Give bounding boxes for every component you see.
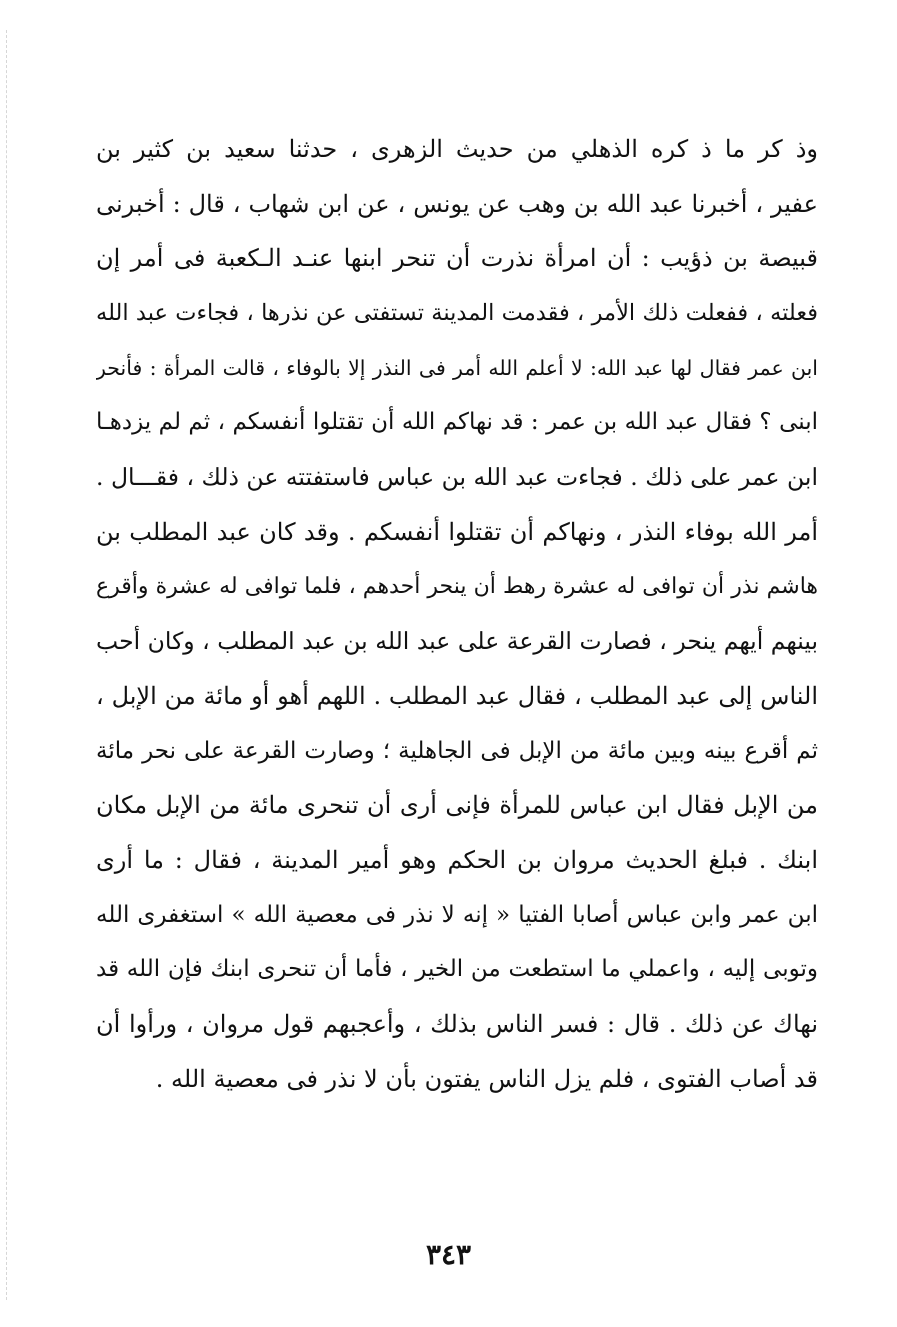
text-line: قبيصة بن ذؤيب : أن امرأة نذرت أن تنحر ابنها عنـد الـكعبة فى أمر إن [96, 244, 818, 273]
text-line: فعلته ، ففعلت ذلك الأمر ، فقدمت المدينة تستفتى عن نذرها ، فجاءت عبد الله [96, 300, 818, 327]
text-line: عفير ، أخبرنا عبد الله بن وهب عن يونس ، عن ابن شهاب ، قال : أخبرنى [96, 189, 818, 218]
text-line: ابنى ؟ فقال عبد الله بن عمر : قد نهاكم الله أن تقتلوا أنفسكم ، ثم لم يزدهـا [96, 409, 818, 436]
text-line: ابن عمر فقال لها عبد الله: لا أعلم الله أمر فى النذر إلا بالوفاء ، قالت المرأة : فأنحر [96, 355, 818, 380]
text-line: نهاك عن ذلك . قال : فسر الناس بذلك ، وأعجبهم قول مروان ، ورأوا أن [96, 1010, 818, 1038]
text-line: وذ كر ما ذ كره الذهلي من حديث الزهرى ، حدثنا سعيد بن كثير بن [96, 135, 818, 163]
text-line: وتوبى إليه ، واعملي ما استطعت من الخير ، فأما أن تنحرى ابنك فإن الله قد [96, 956, 818, 983]
text-line: أمر الله بوفاء النذر ، ونهاكم أن تقتلوا أنفسكم . وقد كان عبد المطلب بن [96, 517, 818, 546]
text-line: ابنك . فبلغ الحديث مروان بن الحكم وهو أمير المدينة ، فقال : ما أرى [96, 845, 818, 874]
page-edge-guide [6, 30, 7, 1300]
text-line: من الإبل فقال ابن عباس للمرأة فإنى أرى أن تنحرى مائة من الإبل مكان [96, 791, 818, 820]
text-line-last: قد أصاب الفتوى ، فلم يزل الناس يفتون بأن لا نذر فى معصية الله . [155, 1064, 818, 1093]
text-line: ثم أقرع بينه وبين مائة من الإبل فى الجاهلية ؛ وصارت القرعة على نحر مائة [96, 737, 818, 764]
text-line: ابن عمر وابن عباس أصابا الفتيا « إنه لا نذر فى معصية الله » استغفرى الله [96, 901, 818, 928]
text-line: ابن عمر على ذلك . فجاءت عبد الله بن عباس فاستفتته عن ذلك ، فقـــال . [96, 463, 818, 492]
text-line: بينهم أيهم ينحر ، فصارت القرعة على عبد الله بن عبد المطلب ، وكان أحب [96, 627, 818, 656]
text-line: هاشم نذر أن توافى له عشرة رهط أن ينحر أحدهم ، فلما توافى له عشرة وأقرع [96, 573, 818, 599]
body-text [96, 122, 818, 1106]
text-line: الناس إلى عبد المطلب ، فقال عبد المطلب . اللهم أهو أو مائة من الإبل ، [96, 681, 818, 710]
page-number: ٣٤٣ [425, 1238, 472, 1271]
